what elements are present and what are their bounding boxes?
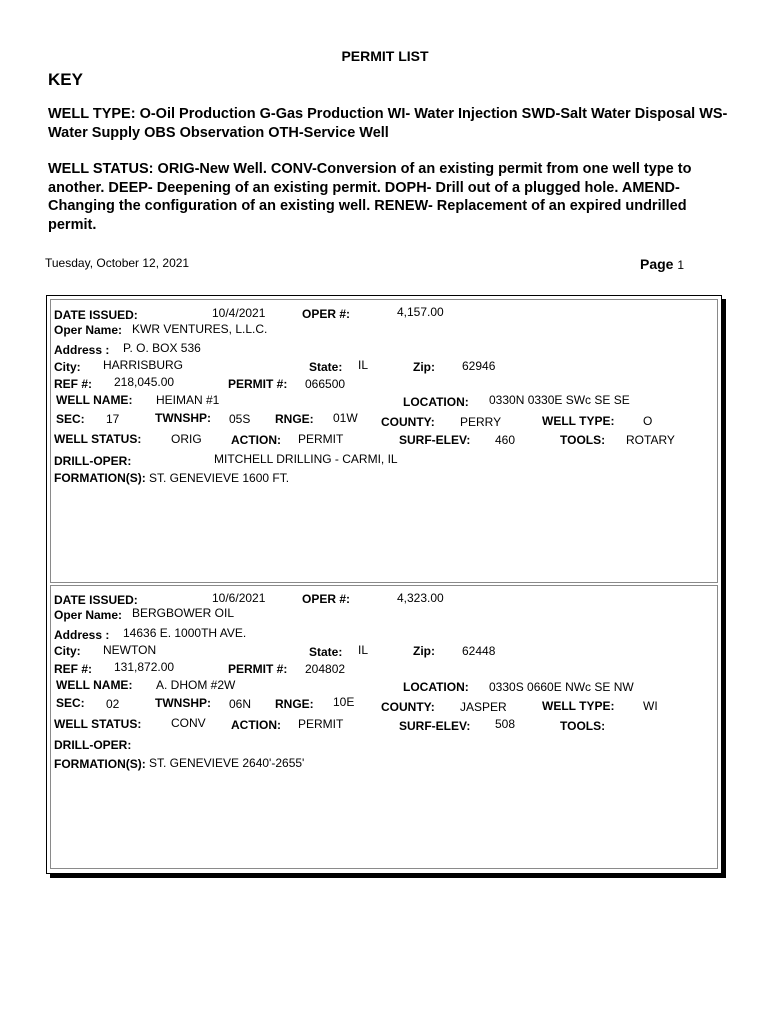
page-title: PERMIT LIST xyxy=(341,48,429,64)
action-value: PERMIT xyxy=(298,717,344,731)
well-name-value: HEIMAN #1 xyxy=(156,393,220,407)
action-label: ACTION: xyxy=(231,718,281,732)
oper-no-value: 4,323.00 xyxy=(397,591,444,605)
well-type-value: O xyxy=(643,414,653,428)
address-label: Address : xyxy=(54,628,110,642)
drill-oper-label: DRILL-OPER: xyxy=(54,738,132,752)
ref-no-label: REF #: xyxy=(54,377,93,391)
well-type-label: WELL TYPE: xyxy=(542,414,615,428)
action-value: PERMIT xyxy=(298,432,344,446)
well-type-label: WELL TYPE: xyxy=(542,699,615,713)
ref-no-value: 131,872.00 xyxy=(114,660,175,674)
rnge-value: 10E xyxy=(333,695,355,709)
location-label: LOCATION: xyxy=(403,680,469,694)
twnshp-label: TWNSHP: xyxy=(155,696,211,710)
oper-no-value: 4,157.00 xyxy=(397,305,444,319)
city-label: City: xyxy=(54,360,81,374)
permit-record xyxy=(50,585,718,869)
tools-label: TOOLS: xyxy=(560,719,606,733)
key-heading: KEY xyxy=(48,70,83,89)
address-value: 14636 E. 1000TH AVE. xyxy=(123,626,247,640)
surf-elev-value: 508 xyxy=(495,717,516,731)
well-status-value: CONV xyxy=(171,716,206,730)
permit-list-frame xyxy=(46,295,722,874)
county-label: COUNTY: xyxy=(381,700,435,714)
oper-name-label: Oper Name: xyxy=(54,323,123,337)
tools-label: TOOLS: xyxy=(560,433,606,447)
address-value: P. O. BOX 536 xyxy=(123,341,201,355)
permit-no-label: PERMIT #: xyxy=(228,377,288,391)
twnshp-value: 06N xyxy=(229,697,252,711)
permit-no-value: 066500 xyxy=(305,377,346,391)
date-issued-value: 10/4/2021 xyxy=(212,306,266,320)
permit-no-label: PERMIT #: xyxy=(228,662,288,676)
date-issued-value: 10/6/2021 xyxy=(212,591,266,605)
page-number: 1 xyxy=(677,258,685,272)
location-value: 0330S 0660E NWc SE NW xyxy=(489,680,634,694)
city-value: HARRISBURG xyxy=(103,358,184,372)
permit-no-value: 204802 xyxy=(305,662,346,676)
date-issued-label: DATE ISSUED: xyxy=(54,593,138,607)
zip-label: Zip: xyxy=(413,644,435,658)
oper-name-value: BERGBOWER OIL xyxy=(132,606,235,620)
state-value: IL xyxy=(358,358,369,372)
ref-no-label: REF #: xyxy=(54,662,93,676)
location-label: LOCATION: xyxy=(403,395,469,409)
state-label: State: xyxy=(309,645,343,659)
sec-label: SEC: xyxy=(56,412,85,426)
county-label: COUNTY: xyxy=(381,415,435,429)
date-issued-label: DATE ISSUED: xyxy=(54,308,138,322)
well-status-key: WELL STATUS: ORIG-New Well. CONV-Conversion of an existing permit from one well type to another. DEEP- Deepening of an existing permit. DOPH- Drill out of a plugged hole. AMEND-Changing the configuration of an existing well. RENEW- Replacement of an expired undrilled permit. xyxy=(48,161,692,233)
report-date: Tuesday, October 12, 2021 xyxy=(45,256,190,270)
oper-name-value: KWR VENTURES, L.L.C. xyxy=(132,322,268,336)
address-label: Address : xyxy=(54,343,110,357)
well-type-value: WI xyxy=(643,699,658,713)
well-status-value: ORIG xyxy=(171,432,202,446)
well-type-key: WELL TYPE: O-Oil Production G-Gas Production WI- Water Injection SWD-Salt Water Disposal WS-Water Supply OBS Observation OTH-Service Well xyxy=(48,106,728,141)
sec-value: 02 xyxy=(106,697,120,711)
formations-value: ST. GENEVIEVE 2640'-2655' xyxy=(149,756,305,770)
drill-oper-value: MITCHELL DRILLING - CARMI, IL xyxy=(214,452,398,466)
well-status-label: WELL STATUS: xyxy=(54,717,142,731)
location-value: 0330N 0330E SWc SE SE xyxy=(489,393,630,407)
action-label: ACTION: xyxy=(231,433,281,447)
well-name-label: WELL NAME: xyxy=(56,393,133,407)
twnshp-label: TWNSHP: xyxy=(155,411,211,425)
formations-value: ST. GENEVIEVE 1600 FT. xyxy=(149,471,290,485)
drill-oper-label: DRILL-OPER: xyxy=(54,454,132,468)
ref-no-value: 218,045.00 xyxy=(114,375,175,389)
oper-no-label: OPER #: xyxy=(302,307,351,321)
rnge-value: 01W xyxy=(333,411,358,425)
rnge-label: RNGE: xyxy=(275,412,314,426)
well-name-label: WELL NAME: xyxy=(56,678,133,692)
county-value: JASPER xyxy=(460,700,507,714)
page-label: Page xyxy=(640,256,674,272)
page-indicator xyxy=(640,256,684,272)
zip-value: 62946 xyxy=(462,359,496,373)
tools-value: ROTARY xyxy=(626,433,675,447)
oper-no-label: OPER #: xyxy=(302,592,351,606)
surf-elev-value: 460 xyxy=(495,433,516,447)
city-label: City: xyxy=(54,644,81,658)
state-label: State: xyxy=(309,360,343,374)
surf-elev-label: SURF-ELEV: xyxy=(399,719,471,733)
state-value: IL xyxy=(358,643,369,657)
sec-label: SEC: xyxy=(56,696,85,710)
well-status-label: WELL STATUS: xyxy=(54,432,142,446)
well-name-value: A. DHOM #2W xyxy=(156,678,236,692)
oper-name-label: Oper Name: xyxy=(54,608,123,622)
zip-value: 62448 xyxy=(462,644,496,658)
permit-record xyxy=(50,299,718,583)
twnshp-value: 05S xyxy=(229,412,251,426)
zip-label: Zip: xyxy=(413,360,435,374)
sec-value: 17 xyxy=(106,412,120,426)
city-value: NEWTON xyxy=(103,643,157,657)
rnge-label: RNGE: xyxy=(275,697,314,711)
formations-label: FORMATION(S): xyxy=(54,471,146,485)
formations-label: FORMATION(S): xyxy=(54,757,146,771)
county-value: PERRY xyxy=(460,415,502,429)
surf-elev-label: SURF-ELEV: xyxy=(399,433,471,447)
